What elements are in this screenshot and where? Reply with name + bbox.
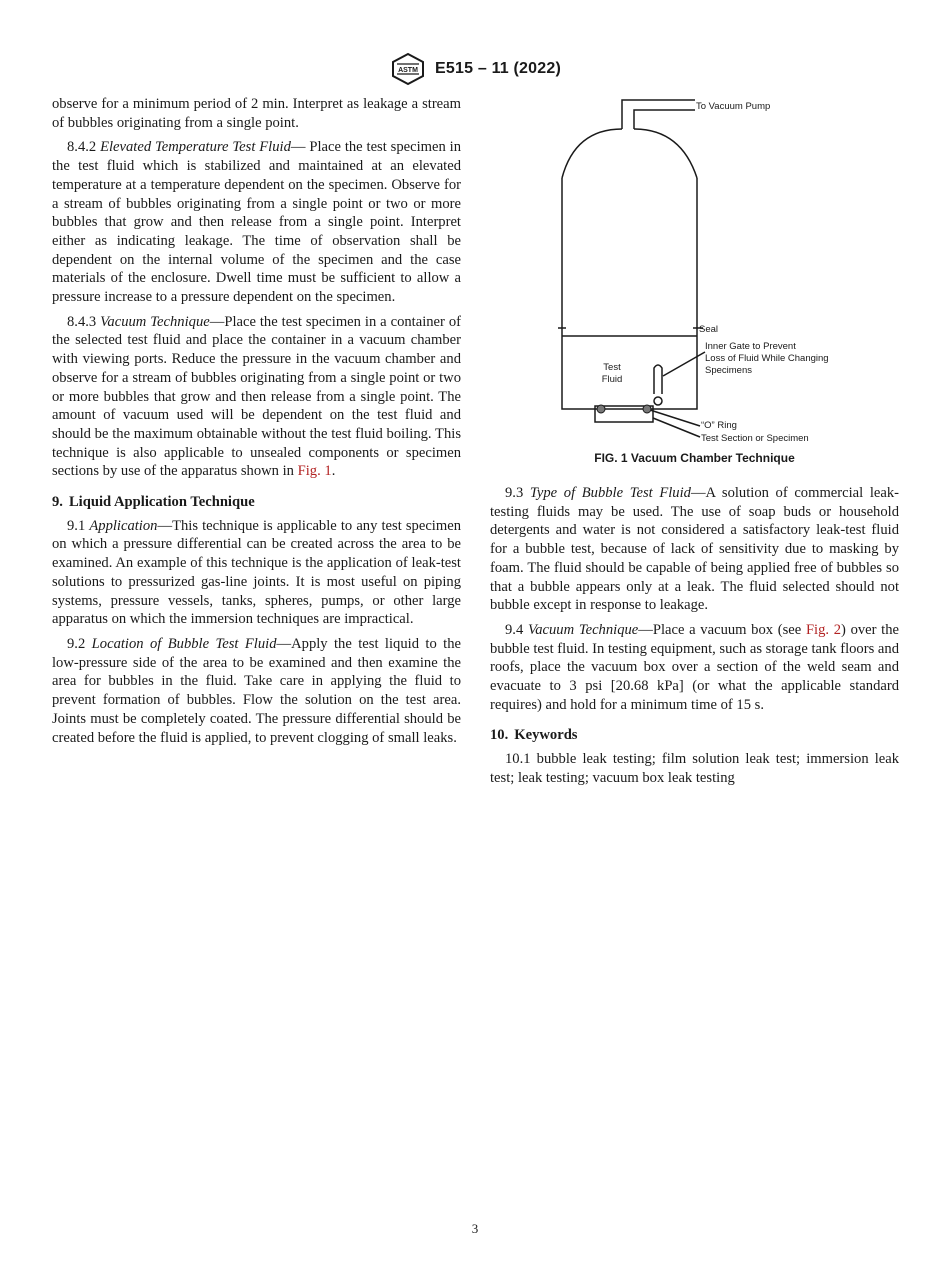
label-gate-1: Inner Gate to Prevent bbox=[705, 341, 796, 352]
label-fluid-2: Fluid bbox=[601, 374, 623, 385]
label-fluid-1: Test bbox=[603, 362, 621, 373]
gate-leader bbox=[663, 352, 705, 376]
paragraph-title: Vacuum Technique bbox=[100, 313, 210, 330]
section-leader bbox=[653, 418, 700, 437]
o-ring-right bbox=[643, 405, 651, 413]
paragraph-title: Application bbox=[89, 517, 158, 534]
label-seal: Seal bbox=[699, 324, 719, 335]
figure-caption: FIG. 1 Vacuum Chamber Technique bbox=[594, 451, 795, 465]
page-header bbox=[0, 52, 950, 86]
page-number: 3 bbox=[471, 1221, 479, 1236]
paragraph-title: Vacuum Technique bbox=[527, 621, 639, 638]
paragraph-title: Elevated Temperature Test Fluid bbox=[100, 139, 291, 156]
paragraph-8-4-2: 8.4.2 Elevated Temperature Test Fluid— Place the test specimen in the test fluid which is stabilized and maintained at an elevated temperature at a temperature dependent on the specimen. Observe for a stream of bubbles originating from a single point or two or more bubbles that grow and then release from a single point. Interpret either as indicating leakage. The time of observation shall be dependent on the internal volume of the specimen and the case materials of the enclosure. Dwell time must be sufficient to allow a pressure increase to a pressure dependent on the specimen. bbox=[52, 139, 462, 306]
label-gate-2: Loss of Fluid While Changing bbox=[705, 353, 829, 364]
paragraph-9-1: 9.1 Application—This technique is applicable to any test specimen on which a pressure differential can be created across the area to be examined. An example of this technique is the application of leak-test solutions to pressurized gas-line joints. It is most useful on piping systems, pressure vessels, tanks, spheres, pumps, or other large apparatus on which the immersion techniques are impractical. bbox=[52, 517, 461, 628]
section-heading-10: 10. Keywords bbox=[490, 727, 578, 744]
gate-ball bbox=[654, 397, 662, 405]
right-column bbox=[490, 484, 899, 794]
paragraph-9-2: 9.2 Location of Bubble Test Fluid—Apply the test liquid to the low-pressure side of the area to be examined and then examine the area for bubbles in the fluid. Take care in applying the fluid to prevent formation of bubbles. Flow the solution on the test area. Joints must be completely coated. The pressure differential should be created before the fluid is applied, to prevent clogging of small leaks. bbox=[52, 635, 461, 746]
left-column bbox=[52, 95, 461, 753]
vacuum-chamber-figure bbox=[555, 96, 855, 446]
logo-text: ASTM bbox=[398, 67, 418, 74]
fig-2-link[interactable]: Fig. 2 bbox=[805, 621, 842, 638]
chamber-walls bbox=[562, 178, 697, 409]
label-vacuum-pump: To Vacuum Pump bbox=[696, 101, 771, 112]
paragraph-continued: observe for a minimum period of 2 min. Interpret as leakage a stream of bubbles originating from a single point. bbox=[52, 96, 461, 131]
oring-leader bbox=[647, 409, 700, 426]
o-ring-left bbox=[597, 405, 605, 413]
label-oring: “O” Ring bbox=[701, 420, 737, 431]
paragraph-title: Type of Bubble Test Fluid bbox=[529, 485, 691, 501]
vacuum-pipe bbox=[622, 100, 695, 129]
astm-logo-icon bbox=[389, 52, 427, 86]
paragraph-10-1: 10.1 bubble leak testing; film solution leak test; immersion leak test; leak testing; vacuum box leak testing bbox=[490, 751, 900, 786]
fig-1-link[interactable]: Fig. 1 bbox=[297, 463, 332, 480]
vacuum-pipe-inner bbox=[634, 110, 695, 129]
label-gate-3: Specimens bbox=[705, 365, 752, 376]
paragraph-title: Location of Bubble Test Fluid bbox=[91, 635, 277, 652]
paragraph-8-4-3: 8.4.3 Vacuum Technique—Place the test specimen in a container of the selected test fluid and place the container in a vacuum chamber with viewing ports. Reduce the pressure in the vacuum chamber and observe for a stream of bubbles originating from a single point or two or more bubbles that grow and then release from a single point. The amount of vacuum used will be dependent on the test fluid and should be the maximum obtainable without the test fluid boiling. This technique is also applicable to unsealed components or specimen sections by use of the apparatus shown in Fig. 1. bbox=[52, 313, 461, 480]
chamber-dome bbox=[562, 129, 697, 178]
inner-gate bbox=[654, 365, 662, 394]
label-test-section: Test Section or Specimen bbox=[701, 433, 809, 444]
section-heading-9: 9. Liquid Application Technique bbox=[52, 494, 255, 511]
standard-designation: E515 – 11 (2022) bbox=[435, 60, 561, 77]
paragraph-9-4: 9.4 Vacuum Technique—Place a vacuum box (see Fig. 2) over the bubble test fluid. In testing equipment, such as storage tank floors and roofs, place the vacuum box over a section of the weld seam and evacuate to 3 psi [20.68 kPa] (or what the applicable standard requires) and hold for a minimum time of 15 s. bbox=[490, 621, 900, 713]
paragraph-9-3: 9.3 Type of Bubble Test Fluid—A solution of commercial leak-testing fluids may be used. The use of soap buds or household detergents and water is not considered a satisfactory leak-test fluid for a bubble test, because of lack of sensitivity due to masking by foam. The fluid should be capable of being applied free of bubbles so that a bubble appears only at a leak. The fluid selected should not bubble except in response to leakage. bbox=[490, 485, 900, 614]
